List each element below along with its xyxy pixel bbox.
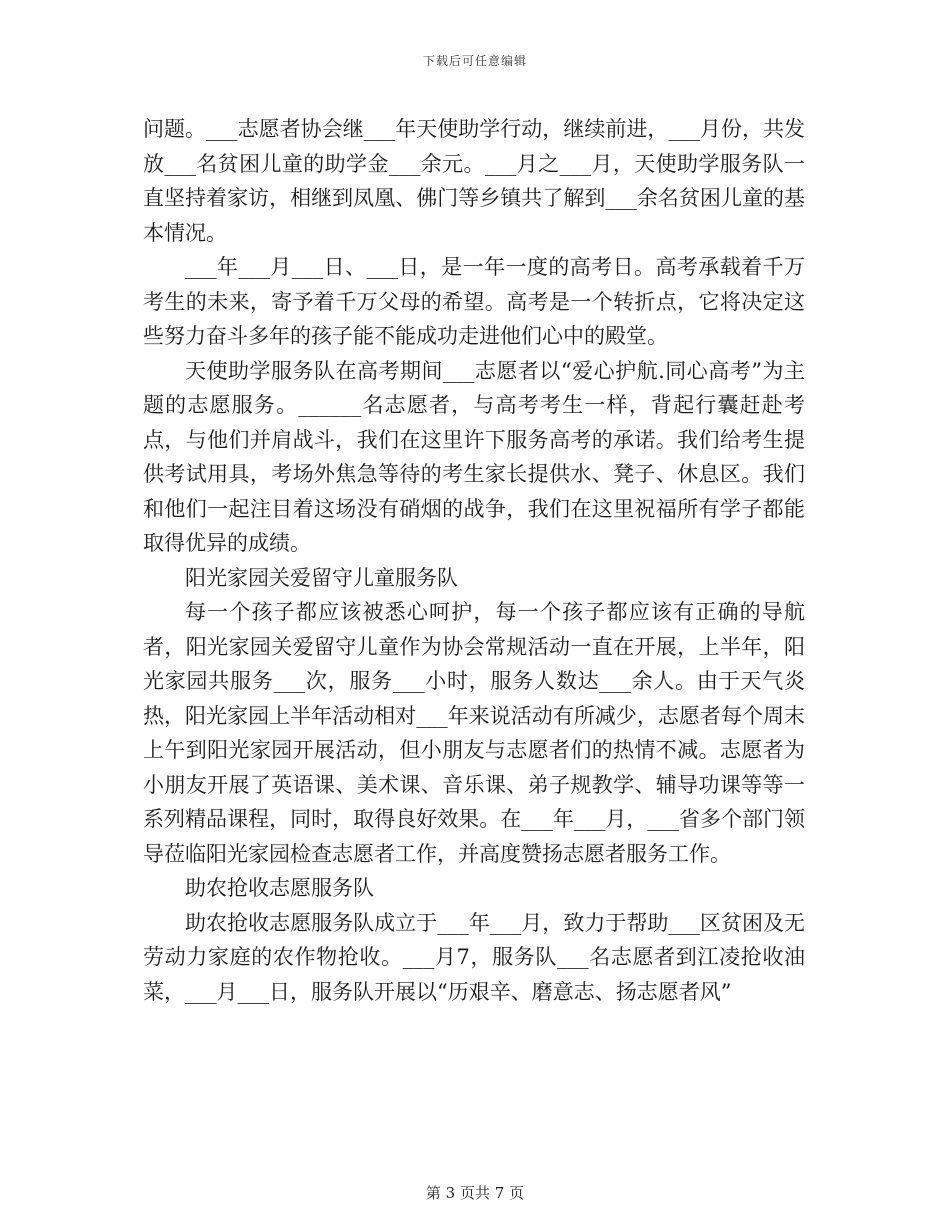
paragraph-5: 每一个孩子都应该被悉心呵护，每一个孩子都应该有正确的导航者，阳光家园关爱留守儿童作为协会常规活动一直在开展，上半年，阳光家园共服务___次，服务___小时，服务人数达___余人。由于天气炎热，阳光家园上半年活动相对___年来说活动有所减少，志愿者每个周末上午到阳光家园开展活动，但小朋友与志愿者们的热情不减。志愿者为小朋友开展了英语课、美术课、音乐课、弟子规教学、辅导功课等等一系列精品课程，同时，取得良好效果。在___年___月，___省多个部门领导莅临阳光家园检查志愿者工作，并高度赞扬志愿者服务工作。 (143, 600, 805, 866)
page-number-footer: 第 3 页共 7 页 (425, 1184, 525, 1202)
document-body (143, 112, 805, 1009)
paragraph-7: 助农抢收志愿服务队成立于___年___月，致力于帮助___区贫困及无劳动力家庭的农作物抢收。___月7，服务队___名志愿者到江凌抢收油菜，___月___日，服务队开展以“历艰辛、磨意志、扬志愿者风” (143, 910, 805, 1004)
paragraph-3: 天使助学服务队在高考期间___志愿者以“爱心护航.同心高考”为主题的志愿服务。______名志愿者，与高考考生一样，背起行囊赶赴考点，与他们并肩战斗，我们在这里许下服务高考的承诺。我们给考生提供考试用具，考场外焦急等待的考生家长提供水、凳子、休息区。我们和他们一起注目着这场没有硝烟的战争，我们在这里祝福所有学子都能取得优异的成绩。 (143, 358, 805, 555)
section-heading-sunshine-home: 阳光家园关爱留守儿童服务队 (185, 565, 458, 590)
page-header: 下载后可任意编辑 (422, 54, 527, 68)
section-heading-harvest-help: 助农抢收志愿服务队 (185, 876, 374, 900)
paragraph-1: 问题。___志愿者协会继___年天使助学行动，继续前进，___月份，共发放___名贫困儿童的助学金___余元。___月之___月，天使助学服务队一直坚持着家访，相继到凤凰、佛门等乡镇共了解到___余名贫困儿童的基本情况。 (143, 117, 805, 245)
paragraph-2: ___年___月___日、___日，是一年一度的高考日。高考承载着千万考生的未来，寄予着千万父母的希望。高考是一个转折点，它将决定这些努力奋斗多年的孩子能不能成功走进他们心中的殿堂。 (143, 255, 805, 348)
